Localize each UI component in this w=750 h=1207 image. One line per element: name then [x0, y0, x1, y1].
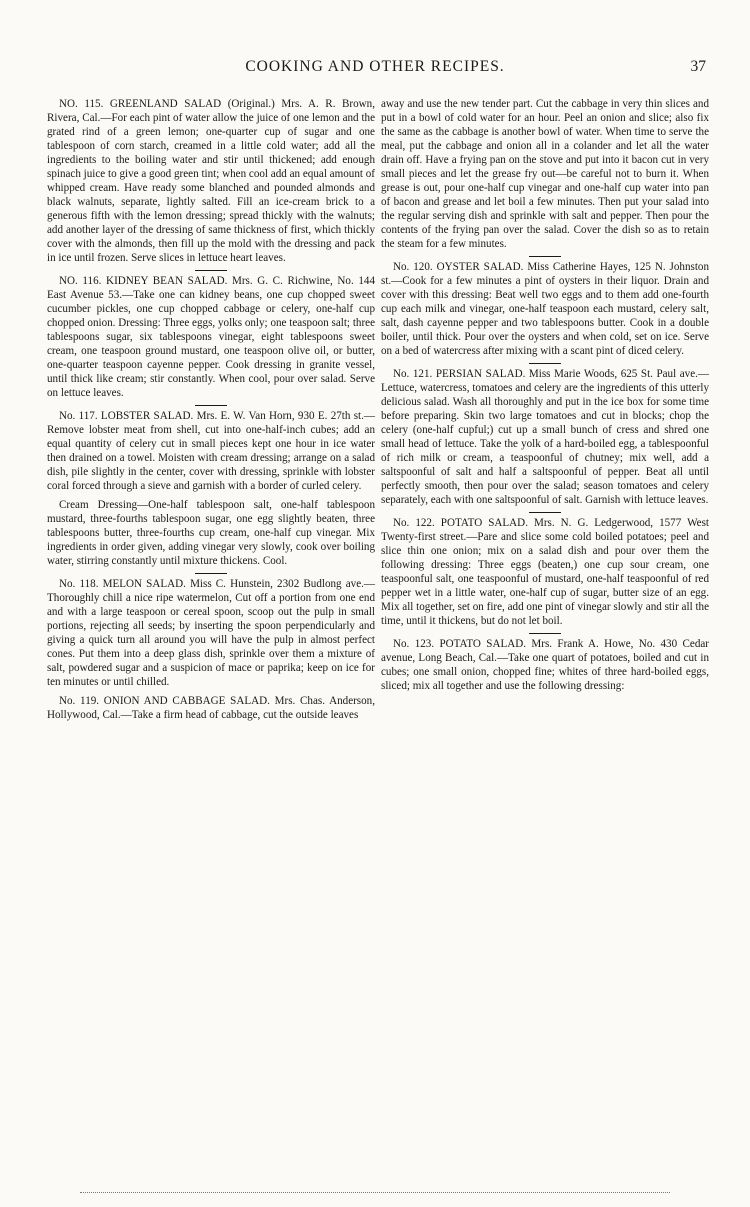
recipe-text: No. 119. ONION AND CABBAGE SALAD. Mrs. Chas. Anderson, Hollywood, Cal.—Take a firm head of cabbage, cut the outside leaves	[47, 695, 375, 721]
recipe-119	[47, 694, 375, 722]
page-number: 37	[690, 58, 706, 75]
recipe-115	[47, 97, 375, 265]
left-column	[47, 97, 375, 727]
recipe-text: No. 118. MELON SALAD. Miss C. Hunstein, 2302 Budlong ave.—Thoroughly chill a nice ripe watermelon, Cut off a portion from one end and with a large teaspoon or cereal spoon, scoop out the pulp in small portions, rejecting all seeds; by inserting the spoon perpendicularly and giving a quick turn all around you will have the pulp in almost perfect cones. Put them into a deep glass dish, sprinkle over them a mixture of salt, powdered sugar and a suspicion of mace or paprika; keep on ice for ten minutes or until chilled.	[47, 578, 375, 688]
recipe-123	[381, 637, 709, 693]
recipe-120	[381, 260, 709, 358]
recipe-text: Cream Dressing—One-half tablespoon salt, one-half tablespoon mustard, three-fourths tablespoon sugar, one egg slightly beaten, three tablespoons butter, three-fourths cup cream, one-half cup vinegar. Mix ingredients in order given, adding vinegar very slowly, cook over boiling water, stirring constantly until mixture thickens. Cool.	[47, 499, 375, 567]
recipe-text: away and use the new tender part. Cut the cabbage in very thin slices and put in a bowl of cold water for an hour. Peel an onion and slice; also fix the same as the cabbage is another bowl of water. When time to serve the meal, put the cabbage and onion all in a colander and let all the water drain off. Have a frying pan on the stove and put into it bacon cut in very small pieces and let the grease fry out—be careful not to burn it. When grease is out, pour one-half cup vinegar and one-half cup water into pan of bacon and grease and let boil a few minutes. Then put your salad into the regular serving dish and sprinkle with salt and pepper. Then pour the contents of the frying pan over the salad. Cover the dish so as to retain the steam for a few minutes.	[381, 98, 709, 250]
recipe-text: No. 117. LOBSTER SALAD. Mrs. E. W. Van Horn, 930 E. 27th st.—Remove lobster meat from shell, cut into one-half-inch cubes; add an equal quantity of celery cut in small pieces kept one hour in ice water then drained on a towel. Moisten with cream dressing; arrange on a salad dish, pile slightly in the center, cover with dressing, sprinkle with lobster coral forced through a sieve and garnish with a border of curled celery.	[47, 410, 375, 492]
recipe-121	[381, 367, 709, 507]
recipe-text: No. 122. POTATO SALAD. Mrs. N. G. Ledgerwood, 1577 West Twenty-first street.—Pare and slice some cold boiled potatoes; peel and slice thin one onion; mix on a salad dish and pour over them the following dressing: Three eggs (beaten,) one cup sour cream, one teaspoonful salt, one teaspoonful of mustard, one-half teaspoonful of red pepper wet in a little water, one-half cup of sugar, butter size of an egg. Mix all together, set on fire, add one pint of vinegar slowly and stir all the time, until it thickens, but do not let boil.	[381, 517, 709, 627]
divider	[529, 633, 561, 634]
divider	[529, 363, 561, 364]
recipe-122	[381, 516, 709, 628]
divider	[195, 405, 227, 406]
divider	[195, 270, 227, 271]
recipe-text: NO. 116. KIDNEY BEAN SALAD. Mrs. G. C. Richwine, No. 144 East Avenue 53.—Take one can kidney beans, one cup chopped sweet cucumber pickles, one cup chopped cabbage or celery, one-half cup chopped onion. Dressing: Three eggs, yolks only; one teaspoon salt; three tablespoons sugar, six tablespoons vinegar, eight tablespoons sweet cream, one teaspoon ground mustard, one teaspoon olive oil, or butter, one-quarter teaspoon cayenne pepper. Cook dressing in granite vessel, until thick like cream; stir constantly. When cool, pour over salad. Serve on lettuce leaves.	[47, 275, 375, 399]
recipe-text: NO. 115. GREENLAND SALAD (Original.) Mrs. A. R. Brown, Rivera, Cal.—For each pint of water allow the juice of one lemon and the grated rind of a green lemon; one-quarter cup of sugar and one tablespoon of corn starch, creamed in a little cold water; add all the ingredients to the boiling water and stir until thickened; add enough spinach juice to give a good green tint; when cool add an equal amount of whipped cream. Have ready some blanched and pounded almonds and black walnuts, separate, lightly salted. Fill an ice-cream brick to a generous fifth with the lemon dressing; spread thickly with the walnuts; add another layer of the dressing of same thickness of first, which thickly cover with the almonds, then fill up the mold with the dressing and pack in ice until frozen. Serve slices in lettuce heart leaves.	[47, 98, 375, 264]
page-header	[0, 58, 750, 82]
divider	[529, 256, 561, 257]
divider	[195, 573, 227, 574]
recipe-text: No. 120. OYSTER SALAD. Miss Catherine Hayes, 125 N. Johnston st.—Cook for a few minutes a pint of oysters in their liquor. Drain and cover with this dressing: Beat well two eggs and to them add one-fourth cup each milk and vinegar, one-half teaspoon each mustard, celery salt, salt, dash cayenne pepper and two tablespoons butter. Cook in a double boiler, until thick. Pour over the oysters and when cold, set on ice. Serve on a bed of watercress after mixing with a scant pint of diced celery.	[381, 261, 709, 357]
page-title: COOKING AND OTHER RECIPES.	[245, 58, 505, 75]
recipe-117	[47, 409, 375, 493]
recipe-119-continued	[381, 97, 709, 251]
scan-artifact	[80, 1192, 670, 1194]
recipe-118	[47, 577, 375, 689]
divider	[529, 512, 561, 513]
recipe-text: No. 121. PERSIAN SALAD. Miss Marie Woods, 625 St. Paul ave.—Lettuce, watercress, tomatoes and celery are the ingredients of this utterly delicious salad. Wash all thoroughly and put in the ice box for some time before preparing. Skin two large tomatoes and cut in blocks; chop the celery (one-half cupful;) cut up a small bunch of cress and shred one small head of lettuce. Take the yolk of a hard-boiled egg, a tablespoonful of rich milk or cream, a teaspoonful of chutney; mix well, add a saltspoonful of salt and half a saltspoonful of pepper. Beat all until perfectly smooth, then pour over the salad; season tomatoes and celery separately, each with one saltspoonful of salt. Garnish with lettuce leaves.	[381, 368, 709, 506]
right-column	[381, 97, 709, 698]
cream-dressing	[47, 498, 375, 568]
recipe-116	[47, 274, 375, 400]
recipe-text: No. 123. POTATO SALAD. Mrs. Frank A. Howe, No. 430 Cedar avenue, Long Beach, Cal.—Take one quart of potatoes, boiled and cut in cubes; one small onion, chopped fine; whites of three hard-boiled eggs, sliced; mix all together and use the following dressing:	[381, 638, 709, 692]
